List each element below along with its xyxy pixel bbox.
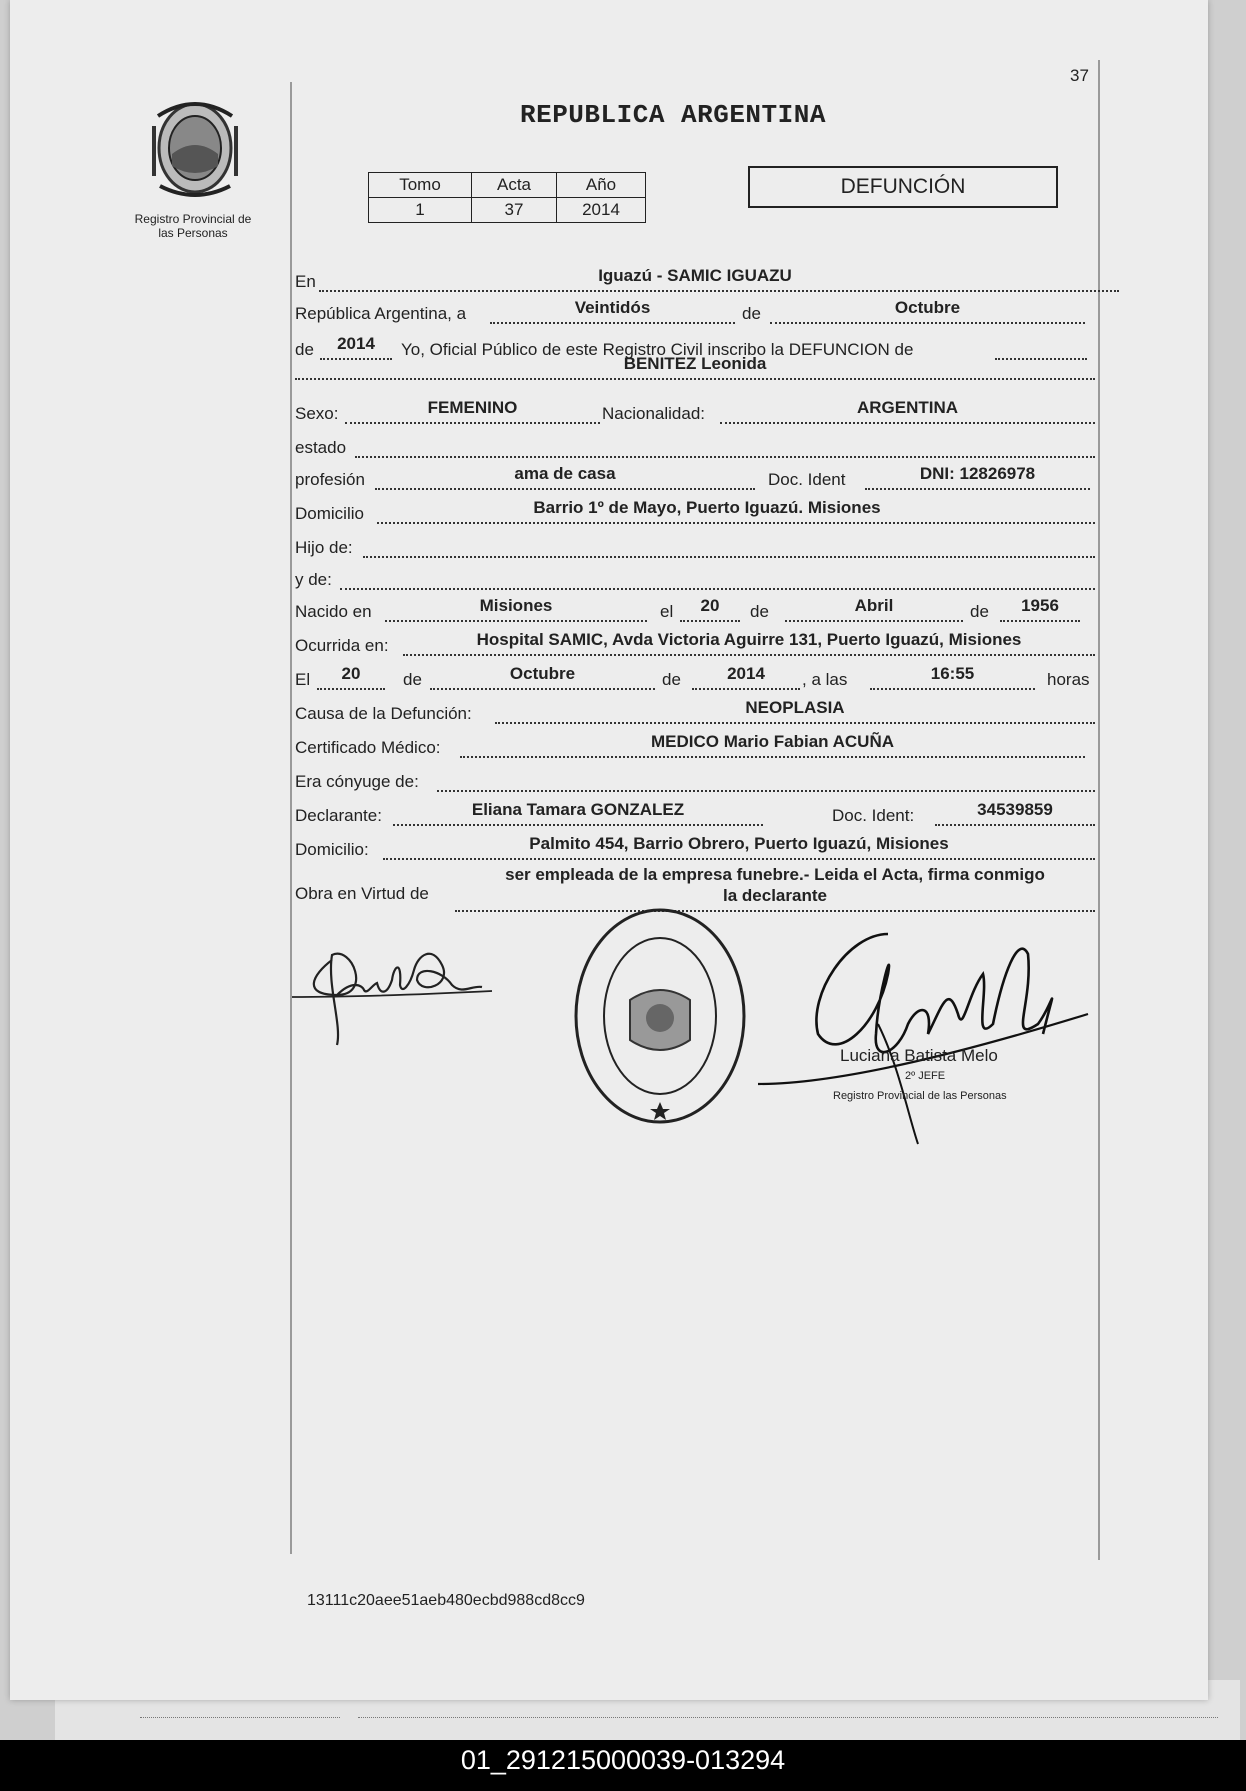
document-type-box (748, 166, 1058, 208)
year-value: 2014 (337, 334, 375, 353)
profesion-value: ama de casa (514, 464, 616, 483)
death-day: 20 (341, 664, 361, 683)
causa-line (495, 720, 1095, 724)
profesion-line (375, 486, 755, 490)
sexo-label: Sexo: (295, 404, 339, 423)
month-line (770, 320, 1085, 324)
profesion-label: profesión (295, 470, 365, 489)
left-margin-line (290, 82, 292, 1554)
death-year: 2014 (727, 664, 765, 683)
acta-value: 37 (472, 198, 557, 223)
official-signature-icon (758, 914, 1098, 1154)
doc-ident-label: Doc. Ident (768, 470, 846, 489)
hijo-line (363, 554, 1095, 558)
nacionalidad-label: Nacionalidad: (602, 404, 706, 423)
en-value: Iguazú - SAMIC IGUAZU (598, 266, 792, 285)
sexo-line (345, 420, 600, 424)
row-declarante (295, 802, 1095, 826)
sexo-value: FEMENINO (427, 398, 518, 417)
yde-line (340, 586, 1095, 590)
page-number: 37 (1070, 66, 1089, 85)
republica-label: República Argentina, a (295, 304, 467, 323)
ocurrida-line (403, 652, 1095, 656)
row-death-date (295, 666, 1095, 690)
ano-header: Año (557, 173, 646, 198)
birth-year: 1956 (1021, 596, 1059, 615)
de-year-label: de (295, 340, 314, 359)
domicilio2-value: Palmito 454, Barrio Obrero, Puerto Iguazú, Misiones (529, 834, 949, 853)
conyuge-label: Era cónyuge de: (295, 772, 419, 791)
declarante-line (393, 822, 763, 826)
birth-day-line (680, 618, 740, 622)
el-label: el (660, 602, 674, 621)
row-conyuge (295, 768, 1095, 792)
row-domicilio (295, 500, 1095, 524)
en-label: En (295, 272, 316, 291)
nacido-label: Nacido en (295, 602, 372, 621)
birth-year-line (1000, 618, 1080, 622)
de-label: de (742, 304, 761, 323)
tomo-value: 1 (369, 198, 472, 223)
nacionalidad-value: ARGENTINA (856, 398, 959, 417)
tomo-header: Tomo (369, 173, 472, 198)
domicilio-value: Barrio 1º de Mayo, Puerto Iguazú. Misiones (533, 498, 881, 517)
province-seal-icon (148, 96, 242, 200)
registry-caption (118, 212, 268, 240)
alas-label: , a las (802, 670, 848, 689)
en-line (319, 288, 1119, 292)
birth-month-line (785, 618, 963, 622)
document-hash: 13111c20aee51aeb480ecbd988cd8cc9 (307, 1592, 585, 1609)
estado-label: estado (295, 438, 347, 457)
death-month-line (430, 686, 655, 690)
death-month: Octubre (509, 664, 576, 683)
causa-value: NEOPLASIA (745, 698, 845, 717)
month-value: Octubre (894, 298, 961, 317)
ano-value: 2014 (557, 198, 646, 223)
row-name (295, 356, 1095, 380)
obra-value (455, 864, 1095, 906)
row-date (295, 300, 1095, 324)
row-domicilio2 (295, 836, 1095, 860)
declarante-label: Declarante: (295, 806, 382, 825)
death-time-line (870, 686, 1035, 690)
scan-footer-id: 01_291215000039-013294 (460, 1745, 786, 1775)
doc-ident-value: DNI: 12826978 (919, 464, 1036, 483)
row-nacido (295, 598, 1095, 622)
obra-value-line1: ser empleada de la empresa funebre.- Leida el Acta, firma conmigo (505, 865, 1045, 884)
de-death-month-label: de (403, 670, 422, 689)
estado-line (355, 454, 1095, 458)
hijo-label: Hijo de: (295, 538, 353, 557)
de-death-year-label: de (662, 670, 681, 689)
row-ocurrida (295, 632, 1095, 656)
yde-label: y de: (295, 570, 332, 589)
registry-stamp-icon (568, 900, 753, 1132)
official-org: Registro Provincial de las Personas (833, 1090, 1007, 1102)
causa-label: Causa de la Defunción: (295, 704, 472, 723)
document-type: DEFUNCIÓN (840, 175, 966, 198)
nacionalidad-line (720, 420, 1095, 424)
certificado-line (460, 754, 1085, 758)
row-en (295, 268, 1095, 292)
birth-month: Abril (854, 596, 894, 615)
certificado-label: Certificado Médico: (295, 738, 441, 757)
day-value: Veintidós (574, 298, 651, 317)
acta-header: Acta (472, 173, 557, 198)
domicilio-label: Domicilio (295, 504, 364, 523)
death-day-line (317, 686, 385, 690)
declarant-signature-icon (292, 925, 502, 1055)
underlying-dotted-line (140, 1717, 340, 1718)
nacido-value: Misiones (479, 596, 553, 615)
official-role: 2º JEFE (905, 1070, 946, 1082)
deceased-name: BENITEZ Leonida (623, 354, 767, 373)
row-yde (295, 566, 1095, 590)
row-sexo (295, 400, 1095, 424)
row-hijo (295, 534, 1095, 558)
registry-line2: las Personas (158, 226, 228, 240)
index-table (368, 172, 646, 223)
row-certificado (295, 734, 1095, 758)
ocurrida-value: Hospital SAMIC, Avda Victoria Aguirre 131, Puerto Iguazú, Misiones (476, 630, 1022, 649)
obra-label: Obra en Virtud de (295, 884, 429, 903)
nacido-line (385, 618, 647, 622)
death-time: 16:55 (930, 664, 975, 683)
official-name: Luciana Batista Melo (840, 1046, 998, 1065)
doc-ident2-line (935, 822, 1095, 826)
domicilio2-label: Domicilio: (295, 840, 369, 859)
de-birth-year-label: de (970, 602, 989, 621)
ocurrida-label: Ocurrida en: (295, 636, 389, 655)
birth-day: 20 (700, 596, 720, 615)
obra-line (455, 908, 1095, 912)
domicilio-line (377, 520, 1095, 524)
conyuge-line (437, 788, 1095, 792)
el-death-label: El (295, 670, 311, 689)
de-birth-month-label: de (750, 602, 769, 621)
doc-ident2-value: 34539859 (977, 800, 1053, 819)
horas-label: horas (1047, 670, 1090, 689)
name-line (295, 376, 1095, 380)
doc-ident2-label: Doc. Ident: (832, 806, 915, 825)
yo-text: Yo, Oficial Público de este Registro Civil inscribo la DEFUNCION de (401, 340, 914, 359)
day-line (490, 320, 735, 324)
right-margin-line (1098, 60, 1100, 1560)
obra-value-line2: la declarante (723, 886, 827, 905)
domicilio2-line (383, 856, 1095, 860)
underlying-dotted-line (358, 1717, 1218, 1718)
certificado-value: MEDICO Mario Fabian ACUÑA (650, 732, 895, 751)
death-year-line (692, 686, 800, 690)
row-profesion (295, 466, 1095, 490)
declarante-value: Eliana Tamara GONZALEZ (471, 800, 685, 819)
row-causa (295, 700, 1095, 724)
doc-ident-line (865, 486, 1090, 490)
row-estado (295, 434, 1095, 458)
document-title: REPUBLICA ARGENTINA (520, 100, 826, 130)
registry-line1: Registro Provincial de (134, 212, 252, 226)
